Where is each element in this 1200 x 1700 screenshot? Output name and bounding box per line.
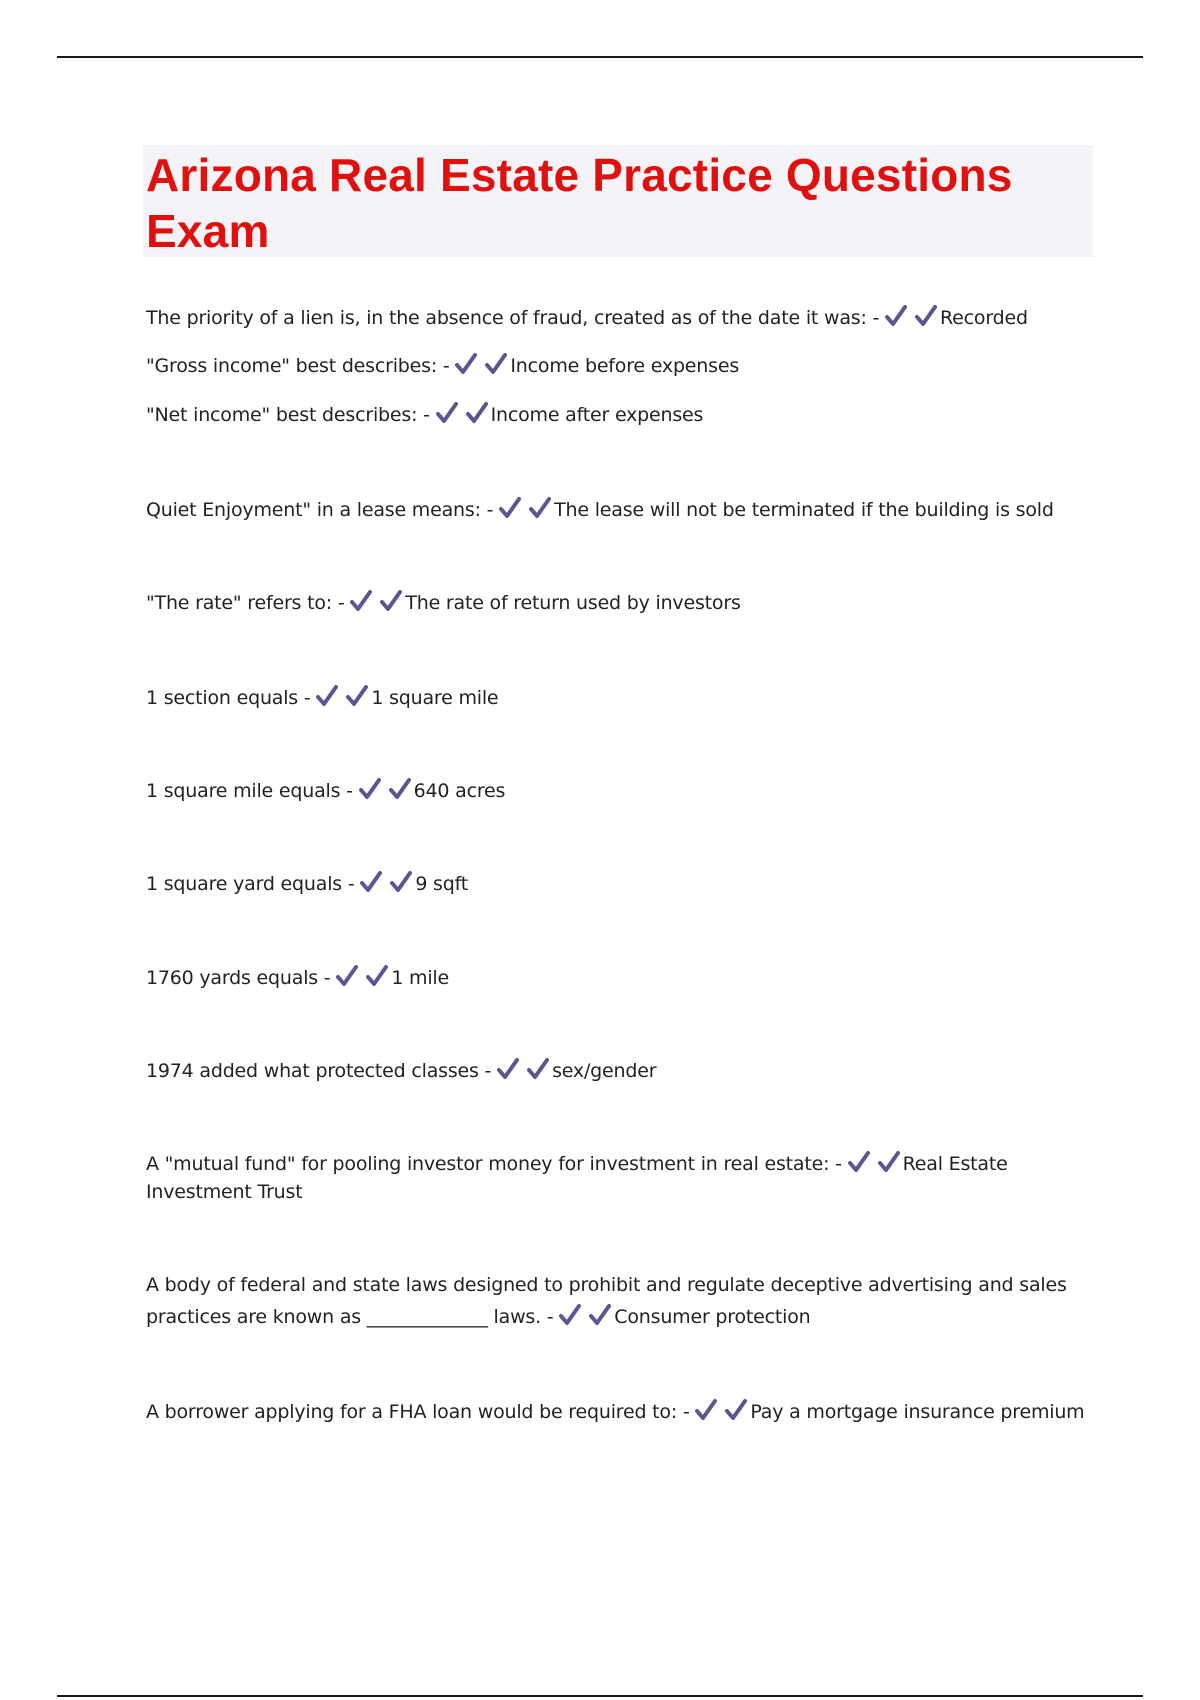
check-icon xyxy=(885,305,907,327)
qa-item xyxy=(146,1055,1096,1087)
check-icon xyxy=(559,1304,581,1326)
qa-item xyxy=(146,1150,1096,1206)
check-icon xyxy=(316,685,338,707)
top-rule xyxy=(57,56,1143,58)
check-icon xyxy=(346,685,368,707)
check-icon xyxy=(366,965,388,987)
qa-item xyxy=(146,350,1096,382)
answer-text: Real Estate Investment Trust xyxy=(146,1153,1008,1203)
page-title: Arizona Real Estate Practice Questions Exam xyxy=(146,149,1013,257)
question-text: 1974 added what protected classes - xyxy=(146,1060,492,1082)
qa-item xyxy=(146,1269,1096,1333)
answer-text: 9 sqft xyxy=(415,873,469,895)
check-icon xyxy=(529,497,551,519)
qa-item xyxy=(146,682,1096,714)
qa-item xyxy=(146,962,1096,994)
check-icon xyxy=(695,1399,717,1421)
check-icon xyxy=(527,1058,549,1080)
answer-text: Income after expenses xyxy=(490,404,704,426)
question-text: 1 square mile equals - xyxy=(146,780,353,802)
question-text: The priority of a lien is, in the absence of fraud, created as of the date it was: - xyxy=(146,307,880,329)
qa-item xyxy=(146,1396,1096,1428)
check-icon xyxy=(436,402,458,424)
check-icon xyxy=(878,1151,900,1173)
check-icon xyxy=(485,353,507,375)
question-text: 1 square yard equals - xyxy=(146,873,355,895)
answer-text: Income before expenses xyxy=(510,355,740,377)
title-banner xyxy=(143,145,1093,257)
qa-item xyxy=(146,868,1096,900)
question-text: Quiet Enjoyment" in a lease means: - xyxy=(146,499,494,521)
qa-item xyxy=(146,494,1096,526)
check-icon xyxy=(915,305,937,327)
question-text: 1 section equals - xyxy=(146,687,311,709)
answer-text: Recorded xyxy=(940,307,1028,329)
question-text: "Net income" best describes: - xyxy=(146,404,430,426)
check-icon xyxy=(455,353,477,375)
answer-text: The lease will not be terminated if the building is sold xyxy=(554,499,1054,521)
qa-item xyxy=(146,587,1096,619)
qa-item xyxy=(146,775,1096,807)
question-text: "Gross income" best describes: - xyxy=(146,355,450,377)
qa-item xyxy=(146,399,1096,431)
check-icon xyxy=(350,590,372,612)
answer-text: sex/gender xyxy=(552,1060,657,1082)
question-text: A body of federal and state laws designed to prohibit and regulate deceptive advertising and sales practices are known as _____________ laws. - xyxy=(146,1274,1067,1328)
check-icon xyxy=(336,965,358,987)
check-icon xyxy=(360,871,382,893)
answer-text: 1 mile xyxy=(391,967,449,989)
check-icon xyxy=(725,1399,747,1421)
answer-text: 1 square mile xyxy=(371,687,499,709)
answer-text: 640 acres xyxy=(413,780,506,802)
qa-item xyxy=(146,302,1096,334)
question-text: "The rate" refers to: - xyxy=(146,592,345,614)
bottom-rule xyxy=(57,1695,1143,1697)
check-icon xyxy=(466,402,488,424)
check-icon xyxy=(389,778,411,800)
question-text: A borrower applying for a FHA loan would be required to: - xyxy=(146,1401,690,1423)
check-icon xyxy=(499,497,521,519)
check-icon xyxy=(589,1304,611,1326)
check-icon xyxy=(848,1151,870,1173)
answer-text: Consumer protection xyxy=(614,1306,811,1328)
check-icon xyxy=(380,590,402,612)
answer-text: The rate of return used by investors xyxy=(405,592,741,614)
check-icon xyxy=(390,871,412,893)
question-text: 1760 yards equals - xyxy=(146,967,331,989)
check-icon xyxy=(359,778,381,800)
question-text: A "mutual fund" for pooling investor money for investment in real estate: - xyxy=(146,1153,842,1175)
answer-text: Pay a mortgage insurance premium xyxy=(750,1401,1085,1423)
check-icon xyxy=(497,1058,519,1080)
